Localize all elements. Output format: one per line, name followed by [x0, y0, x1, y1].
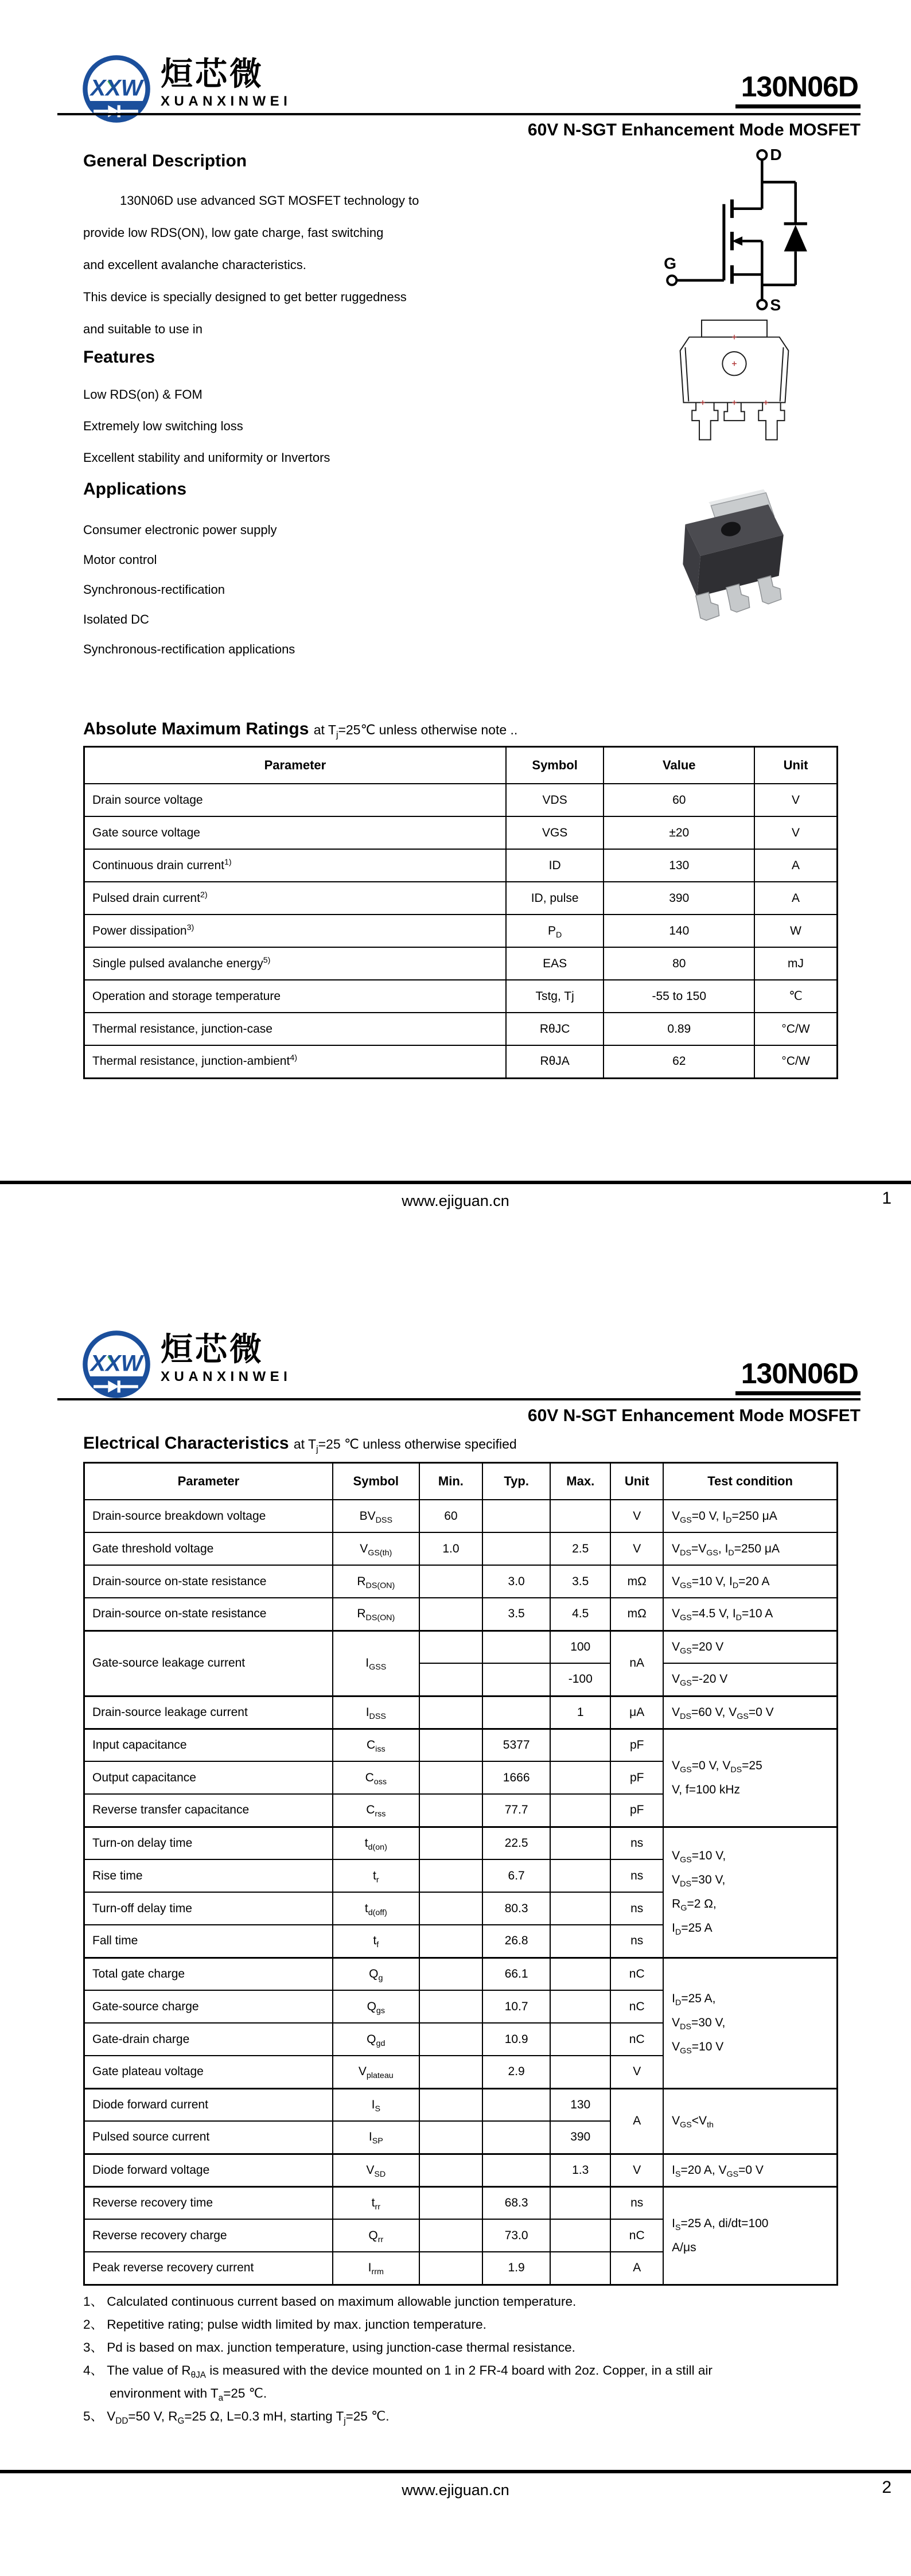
cell-unit: V	[610, 2154, 663, 2186]
abs-max-ratings-heading: Absolute Maximum Ratings	[83, 719, 309, 738]
cell-sym: $I_{GSS}$	[333, 1631, 419, 1696]
cell-max: 3.5	[550, 1565, 610, 1598]
cell-min	[419, 2121, 482, 2154]
cell-min: 60	[419, 1500, 482, 1532]
cell-unit: V	[610, 1532, 663, 1565]
cell-param: Gate plateau voltage	[84, 2056, 333, 2088]
applications-list	[83, 515, 508, 664]
cell-sym: RθJC	[506, 1013, 604, 1045]
cell-max	[550, 1500, 610, 1532]
mosfet-symbol-figure	[657, 146, 811, 314]
cell-max	[550, 1892, 610, 1925]
cell-typ	[482, 2121, 550, 2154]
table-row	[84, 1958, 838, 1990]
cell-sym: $Q_{gd}$	[333, 2023, 419, 2056]
cell-typ	[482, 2088, 550, 2121]
cell-sym: $P_D$	[506, 915, 604, 947]
table-header-row	[84, 1463, 838, 1500]
electrical-characteristics-title	[83, 1434, 517, 1453]
cell-param: Continuous drain current$^{1)}$	[84, 849, 506, 882]
column-header: Symbol	[333, 1463, 419, 1500]
cell-cond: $V_{GS}=-20$ V	[663, 1663, 837, 1696]
footnote: 5、 $V_{DD}=50$ V, $R_G=25$ Ω, L=0.3 mH, starting $T_j=25$ ℃.	[83, 2409, 390, 2426]
table-row	[84, 947, 838, 980]
cell-cond: $V_{GS}=20$ V	[663, 1631, 837, 1663]
cell-typ	[482, 1631, 550, 1663]
cell-sym: $I_{rrm}$	[333, 2252, 419, 2285]
cell-sym: $V_{GS(th)}$	[333, 1532, 419, 1565]
table-row	[84, 2088, 838, 2121]
table-row	[84, 1565, 838, 1598]
cell-max	[550, 2252, 610, 2285]
cell-unit: μA	[610, 1696, 663, 1729]
cell-min	[419, 1892, 482, 1925]
cell-sym: $I_{DSS}$	[333, 1696, 419, 1729]
table-row	[84, 2154, 838, 2186]
cell-sym: $t_f$	[333, 1925, 419, 1958]
part-number-title: 130N06D	[735, 72, 861, 108]
cell-cond: $V_{GS}=4.5$ V, $I_D=10$ A	[663, 1598, 837, 1631]
cell-min	[419, 1794, 482, 1827]
cell-unit: pF	[610, 1794, 663, 1827]
cell-typ: 5377	[482, 1729, 550, 1761]
table-header-row	[84, 747, 838, 784]
cell-unit: mΩ	[610, 1598, 663, 1631]
footnote: 2、 Repetitive rating; pulse width limited by max. junction temperature.	[83, 2317, 486, 2332]
cell-param: Single pulsed avalanche energy$^{5)}$	[84, 947, 506, 980]
cell-max: 4.5	[550, 1598, 610, 1631]
cell-param: Gate source voltage	[84, 816, 506, 849]
cell-min	[419, 1663, 482, 1696]
cell-unit: V	[754, 816, 837, 849]
cell-unit: ns	[610, 1925, 663, 1958]
column-header: Parameter	[84, 1463, 333, 1500]
cell-param: Drain-source leakage current	[84, 1696, 333, 1729]
cell-param: Drain-source breakdown voltage	[84, 1500, 333, 1532]
table-row	[84, 1631, 838, 1663]
company-name-cn: 烜芯微	[161, 1331, 264, 1367]
table-row	[84, 1827, 838, 1859]
abs-max-table-wrap	[83, 746, 838, 1079]
cell-unit: nC	[610, 2219, 663, 2252]
cell-sym: $I_{SP}$	[333, 2121, 419, 2154]
footnote: 3、 Pd is based on max. junction temperature, using junction-case thermal resistance.	[83, 2340, 575, 2355]
cell-typ	[482, 1663, 550, 1696]
electrical-characteristics-table	[83, 1462, 838, 2286]
cell-param: Drain source voltage	[84, 784, 506, 816]
cell-sym: $t_{rr}$	[333, 2186, 419, 2219]
absolute-maximum-ratings-table	[83, 746, 838, 1079]
cell-val: 80	[604, 947, 754, 980]
column-header: Max.	[550, 1463, 610, 1500]
cell-min	[419, 1925, 482, 1958]
general-description-title: General Description	[83, 151, 247, 170]
cell-unit: mJ	[754, 947, 837, 980]
cell-typ: 26.8	[482, 1925, 550, 1958]
cell-cond: $V_{DS}=V_{GS}$, $I_D=250$ μA	[663, 1532, 837, 1565]
cell-unit: ℃	[754, 980, 837, 1013]
cell-unit: ns	[610, 1892, 663, 1925]
cell-min	[419, 1827, 482, 1859]
cell-typ: 3.0	[482, 1565, 550, 1598]
company-logo	[80, 1328, 291, 1400]
cell-sym: VGS	[506, 816, 604, 849]
cell-param: Pulsed source current	[84, 2121, 333, 2154]
cell-sym: $Q_{rr}$	[333, 2219, 419, 2252]
cell-val: 140	[604, 915, 754, 947]
cell-unit: ns	[610, 1827, 663, 1859]
logo-text	[161, 53, 291, 110]
cell-typ: 77.7	[482, 1794, 550, 1827]
cell-min	[419, 1565, 482, 1598]
cell-min	[419, 1859, 482, 1892]
description-line: 130N06D use advanced SGT MOSFET technology to	[120, 193, 419, 208]
application-item: Isolated DC	[83, 612, 149, 627]
footnotes	[83, 2290, 869, 2428]
page-number: 2	[882, 2478, 891, 2497]
company-name-latin: XUANXINWEI	[161, 94, 292, 109]
cell-min: 1.0	[419, 1532, 482, 1565]
header-rule	[57, 113, 861, 115]
cell-sym: $Q_{gs}$	[333, 1990, 419, 2023]
cell-unit: nC	[610, 2023, 663, 2056]
cell-val: -55 to 150	[604, 980, 754, 1013]
cell-cond: $I_D=25$ A, $V_{DS}=30$ V, $V_{GS}=10$ V	[663, 1958, 837, 2088]
elec-table-wrap	[83, 1462, 838, 2286]
cell-unit: A	[610, 2088, 663, 2154]
column-header: Value	[604, 747, 754, 784]
cell-min	[419, 1631, 482, 1663]
cell-param: Diode forward voltage	[84, 2154, 333, 2186]
gate-label: G	[664, 254, 677, 273]
cell-typ: 1666	[482, 1761, 550, 1794]
cell-unit: V	[754, 784, 837, 816]
cell-max: 100	[550, 1631, 610, 1663]
cell-min	[419, 1598, 482, 1631]
cell-unit: V	[610, 2056, 663, 2088]
cell-unit: A	[754, 849, 837, 882]
package-photo-figure	[672, 487, 789, 622]
cell-typ: 66.1	[482, 1958, 550, 1990]
cell-cond: $V_{GS}<V_{th}$	[663, 2088, 837, 2154]
cell-param: Turn-on delay time	[84, 1827, 333, 1859]
abs-max-ratings-condition: at $T_j=25℃$ unless otherwise note ..	[313, 722, 518, 740]
cell-sym: $V_{SD}$	[333, 2154, 419, 2186]
electrical-characteristics-condition: at $T_j=25$ ℃ unless otherwise specified	[293, 1437, 517, 1454]
cell-max: 1.3	[550, 2154, 610, 2186]
cell-max	[550, 2056, 610, 2088]
description-line: provide low RDS(ON), low gate charge, fast switching	[83, 225, 384, 240]
cell-min	[419, 2252, 482, 2285]
cell-param: Diode forward current	[84, 2088, 333, 2121]
cell-param: Gate-drain charge	[84, 2023, 333, 2056]
cell-min	[419, 1696, 482, 1729]
cell-min	[419, 1729, 482, 1761]
cell-typ: 3.5	[482, 1598, 550, 1631]
cell-param: Rise time	[84, 1859, 333, 1892]
cell-unit: A	[610, 2252, 663, 2285]
description-line: and suitable to use in	[83, 322, 203, 336]
cell-val: ±20	[604, 816, 754, 849]
feature-item: Extremely low switching loss	[83, 419, 243, 433]
logo-text	[161, 1328, 291, 1386]
cell-max	[550, 1827, 610, 1859]
cell-param: Reverse recovery charge	[84, 2219, 333, 2252]
description-line: and excellent avalanche characteristics.	[83, 258, 306, 272]
cell-min	[419, 1990, 482, 2023]
header-rule	[57, 1398, 861, 1400]
cell-unit: mΩ	[610, 1565, 663, 1598]
table-row	[84, 1696, 838, 1729]
cell-min	[419, 2219, 482, 2252]
cell-max: 2.5	[550, 1532, 610, 1565]
page-number: 1	[882, 1189, 891, 1208]
cell-typ	[482, 2154, 550, 2186]
cell-typ	[482, 1532, 550, 1565]
applications-title: Applications	[83, 480, 187, 499]
cell-val: 60	[604, 784, 754, 816]
cell-param: Thermal resistance, junction-ambient$^{4)}$	[84, 1045, 506, 1078]
cell-typ: 10.9	[482, 2023, 550, 2056]
cell-param: Turn-off delay time	[84, 1892, 333, 1925]
cell-sym: $R_{DS(ON)}$	[333, 1565, 419, 1598]
cell-param: Reverse recovery time	[84, 2186, 333, 2219]
part-number-title: 130N06D	[735, 1359, 861, 1395]
drain-label: D	[770, 146, 782, 164]
cell-cond: $V_{GS}=0$ V, $V_{DS}=25$ V, f=100 kHz	[663, 1729, 837, 1827]
cell-param: Total gate charge	[84, 1958, 333, 1990]
cell-unit: V	[610, 1500, 663, 1532]
cell-param: Peak reverse recovery current	[84, 2252, 333, 2285]
cell-cond: $I_S=20$ A, $V_{GS}=0$ V	[663, 2154, 837, 2186]
cell-unit: A	[754, 882, 837, 915]
column-header: Test condition	[663, 1463, 837, 1500]
logo-monogram: XXW	[90, 1351, 143, 1376]
footer-website: www.ejiguan.cn	[402, 1192, 509, 1209]
table-row	[84, 1729, 838, 1761]
cell-param: Fall time	[84, 1925, 333, 1958]
cell-param: Gate-source charge	[84, 1990, 333, 2023]
cell-min	[419, 2088, 482, 2121]
doc-subtitle: 60V N-SGT Enhancement Mode MOSFET	[527, 1406, 861, 1425]
cell-typ: 1.9	[482, 2252, 550, 2285]
cell-unit: pF	[610, 1761, 663, 1794]
cell-param: Reverse transfer capacitance	[84, 1794, 333, 1827]
table-row	[84, 915, 838, 947]
cell-unit: nC	[610, 1990, 663, 2023]
description-line: This device is specially designed to get better ruggedness	[83, 290, 407, 304]
cell-sym: ID	[506, 849, 604, 882]
cell-sym: $C_{rss}$	[333, 1794, 419, 1827]
table-row	[84, 980, 838, 1013]
cell-sym: $t_{d(on)}$	[333, 1827, 419, 1859]
company-name-latin: XUANXINWEI	[161, 1369, 292, 1384]
cell-max	[550, 1761, 610, 1794]
footnote: 1、 Calculated continuous current based on maximum allowable junction temperature.	[83, 2294, 577, 2309]
features-title: Features	[83, 348, 155, 367]
cell-cond: $V_{DS}=60$ V, $V_{GS}=0$ V	[663, 1696, 837, 1729]
cell-typ: 68.3	[482, 2186, 550, 2219]
cell-max	[550, 1794, 610, 1827]
cell-unit: °C/W	[754, 1045, 837, 1078]
cell-sym: VDS	[506, 784, 604, 816]
table-row	[84, 784, 838, 816]
features-list	[83, 379, 508, 473]
cell-max: -100	[550, 1663, 610, 1696]
column-header: Unit	[610, 1463, 663, 1500]
cell-unit: ns	[610, 2186, 663, 2219]
cell-sym: $R_{DS(ON)}$	[333, 1598, 419, 1631]
cell-unit: °C/W	[754, 1013, 837, 1045]
cell-max: 1	[550, 1696, 610, 1729]
column-header: Symbol	[506, 747, 604, 784]
package-outline-figure	[667, 317, 802, 464]
cell-min	[419, 2056, 482, 2088]
table-row	[84, 1500, 838, 1532]
cell-sym: $C_{iss}$	[333, 1729, 419, 1761]
cell-param: Thermal resistance, junction-case	[84, 1013, 506, 1045]
cell-cond: $V_{GS}=0$ V, $I_D=250$ μA	[663, 1500, 837, 1532]
cell-sym: $t_{d(off)}$	[333, 1892, 419, 1925]
cell-max	[550, 2023, 610, 2056]
application-item: Synchronous-rectification applications	[83, 642, 295, 656]
cell-max: 390	[550, 2121, 610, 2154]
cell-sym: Tstg, Tj	[506, 980, 604, 1013]
application-item: Consumer electronic power supply	[83, 523, 277, 537]
cell-max	[550, 1990, 610, 2023]
logo-badge-icon	[80, 1328, 153, 1400]
cell-typ: 6.7	[482, 1859, 550, 1892]
cell-sym: $V_{plateau}$	[333, 2056, 419, 2088]
cell-param: Pulsed drain current$^{2)}$	[84, 882, 506, 915]
cell-val: 390	[604, 882, 754, 915]
table-row	[84, 1013, 838, 1045]
cell-max	[550, 1859, 610, 1892]
cell-typ: 22.5	[482, 1827, 550, 1859]
cell-val: 130	[604, 849, 754, 882]
footer-rule	[0, 2470, 911, 2473]
table-row	[84, 849, 838, 882]
cell-param: Drain-source on-state resistance	[84, 1565, 333, 1598]
source-label: S	[770, 295, 781, 314]
cell-sym: $BV_{DSS}$	[333, 1500, 419, 1532]
cell-cond: $I_S=25$ A, di/dt=100 A/μs	[663, 2186, 837, 2285]
cell-unit: W	[754, 915, 837, 947]
table-row	[84, 1532, 838, 1565]
footer-website: www.ejiguan.cn	[402, 2481, 509, 2499]
table-row	[84, 816, 838, 849]
cell-max	[550, 1925, 610, 1958]
cell-min	[419, 2023, 482, 2056]
cell-val: 0.89	[604, 1013, 754, 1045]
cell-sym: $I_S$	[333, 2088, 419, 2121]
general-description-text	[83, 185, 508, 345]
cell-cond: $V_{GS}=10$ V, $V_{DS}=30$ V, $R_G=2$ Ω, $I_D=25$ A	[663, 1827, 837, 1958]
cell-min	[419, 1761, 482, 1794]
cell-typ: 73.0	[482, 2219, 550, 2252]
abs-max-ratings-title	[83, 719, 517, 739]
table-row	[84, 1045, 838, 1078]
application-item: Motor control	[83, 552, 157, 567]
cell-param: Drain-source on-state resistance	[84, 1598, 333, 1631]
doc-subtitle: 60V N-SGT Enhancement Mode MOSFET	[527, 120, 861, 139]
cell-param: Power dissipation$^{3)}$	[84, 915, 506, 947]
cell-typ: 80.3	[482, 1892, 550, 1925]
cell-param: Input capacitance	[84, 1729, 333, 1761]
cell-max	[550, 1958, 610, 1990]
feature-item: Low RDS(on) & FOM	[83, 387, 203, 402]
cell-sym: $C_{oss}$	[333, 1761, 419, 1794]
cell-max: 130	[550, 2088, 610, 2121]
column-header: Unit	[754, 747, 837, 784]
cell-val: 62	[604, 1045, 754, 1078]
cell-typ	[482, 1500, 550, 1532]
cell-unit: nC	[610, 1958, 663, 1990]
cell-sym: EAS	[506, 947, 604, 980]
cell-param: Gate threshold voltage	[84, 1532, 333, 1565]
feature-item: Excellent stability and uniformity or Invertors	[83, 450, 330, 465]
cell-typ: 10.7	[482, 1990, 550, 2023]
cell-sym: $Q_g$	[333, 1958, 419, 1990]
application-item: Synchronous-rectification	[83, 582, 225, 597]
cell-unit: ns	[610, 1859, 663, 1892]
cell-cond: $V_{GS}=10$ V, $I_D=20$ A	[663, 1565, 837, 1598]
cell-sym: ID, pulse	[506, 882, 604, 915]
cell-typ	[482, 1696, 550, 1729]
cell-param: Gate-source leakage current	[84, 1631, 333, 1696]
footnote: 4、 The value of $R_{\theta JA}$ is measured with the device mounted on 1 in 2 FR-4 board with 2oz. Copper, in a still air environment with $T_a=25$ ℃.	[83, 2363, 713, 2403]
table-row	[84, 2186, 838, 2219]
cell-unit: pF	[610, 1729, 663, 1761]
cell-max	[550, 2219, 610, 2252]
cell-max	[550, 1729, 610, 1761]
footer-rule	[0, 1181, 911, 1184]
cell-min	[419, 2154, 482, 2186]
cell-param: Operation and storage temperature	[84, 980, 506, 1013]
table-row	[84, 1598, 838, 1631]
cell-min	[419, 1958, 482, 1990]
column-header: Typ.	[482, 1463, 550, 1500]
cell-typ: 2.9	[482, 2056, 550, 2088]
column-header: Parameter	[84, 747, 506, 784]
cell-max	[550, 2186, 610, 2219]
company-name-cn: 烜芯微	[161, 56, 264, 92]
electrical-characteristics-heading: Electrical Characteristics	[83, 1434, 289, 1453]
cell-sym: RθJA	[506, 1045, 604, 1078]
cell-param: Output capacitance	[84, 1761, 333, 1794]
cell-unit: nA	[610, 1631, 663, 1696]
column-header: Min.	[419, 1463, 482, 1500]
logo-monogram: XXW	[90, 75, 143, 101]
page-2	[0, 1288, 911, 2576]
table-row	[84, 882, 838, 915]
cell-min	[419, 2186, 482, 2219]
cell-sym: $t_r$	[333, 1859, 419, 1892]
